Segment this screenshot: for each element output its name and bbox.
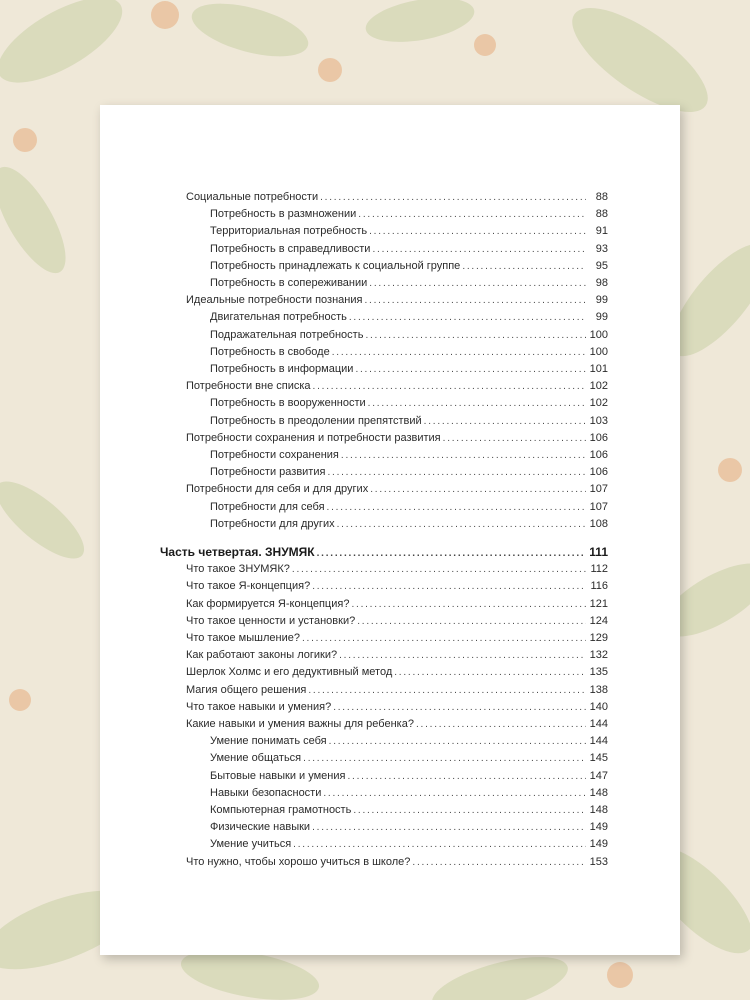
toc-entry	[210, 516, 608, 533]
toc-page-number: 88	[595, 208, 608, 221]
toc-entry	[210, 344, 608, 361]
toc-page-number: 99	[595, 294, 608, 307]
toc-page-number: 107	[589, 500, 608, 513]
dot-leader	[370, 481, 586, 498]
toc-page-number: 144	[589, 718, 608, 730]
toc-entry-title: Потребность в размножении	[210, 208, 357, 221]
toc-entry	[186, 430, 608, 447]
toc-entry	[210, 327, 608, 344]
dot-leader	[369, 275, 586, 292]
toc-page-number: 153	[589, 855, 608, 868]
toc-page-number: 147	[589, 769, 608, 782]
toc-entry-title: Двигательная потребность	[210, 311, 347, 324]
toc-page-number: 88	[595, 191, 608, 203]
toc-entry	[186, 854, 608, 871]
toc-entry-title: Магия общего решения	[186, 683, 307, 696]
toc-entry	[186, 682, 608, 699]
toc-page-number: 121	[589, 597, 608, 610]
toc-entry-title: Умение общаться	[210, 752, 302, 765]
toc-entry	[186, 664, 608, 681]
toc-entry	[210, 768, 608, 785]
toc-entry	[186, 378, 608, 395]
dot-leader	[416, 716, 586, 733]
toc-entry-title: Что нужно, чтобы хорошо учиться в школе?	[186, 855, 411, 868]
toc-entry	[210, 464, 608, 481]
dot-leader	[394, 664, 586, 681]
toc-entry	[210, 395, 608, 412]
toc-entry	[210, 836, 608, 853]
toc-entry	[186, 596, 608, 613]
toc-entry	[186, 292, 608, 309]
dot-leader	[317, 545, 586, 562]
toc-entry-title: Социальные потребности	[186, 191, 319, 203]
toc-page-number: 111	[589, 545, 608, 559]
toc-page-number: 93	[595, 242, 608, 255]
toc-entry-title: Потребности вне списка	[186, 380, 311, 393]
toc-page-number: 106	[589, 466, 608, 479]
toc-page-number: 107	[589, 483, 608, 496]
toc-page-number: 129	[589, 632, 608, 644]
toc-entry-title: Как формируется Я-концепция?	[186, 597, 350, 610]
toc-entry-title: Подражательная потребность	[210, 328, 364, 341]
dot-leader	[292, 561, 586, 578]
dot-leader	[333, 699, 586, 716]
toc-entry	[210, 223, 608, 240]
dot-leader	[353, 802, 586, 819]
toc-page-number: 140	[589, 700, 608, 713]
dot-leader	[320, 189, 586, 206]
dot-leader	[308, 682, 586, 699]
toc-page-number: 148	[589, 786, 608, 799]
toc-page-number: 112	[590, 563, 608, 576]
toc-entry	[186, 578, 608, 595]
toc-entry	[186, 630, 608, 647]
toc-entry	[210, 275, 608, 292]
toc-entry-title: Потребности для себя и для других	[186, 483, 369, 496]
toc-entry	[210, 206, 608, 223]
dot-leader	[351, 596, 586, 613]
toc-entry-title: Умение учиться	[210, 838, 292, 851]
toc-entry-title: Физические навыки	[210, 821, 311, 834]
toc-entry	[210, 750, 608, 767]
dot-leader	[293, 836, 586, 853]
toc-entry-title: Потребность в вооруженности	[210, 397, 366, 410]
toc-entry-title: Что такое ценности и установки?	[186, 614, 356, 627]
dot-leader	[327, 499, 586, 516]
toc-entry-title: Часть четвертая. ЗНУМЯК	[160, 545, 315, 559]
dot-leader	[443, 430, 586, 447]
toc-page-number: 103	[589, 414, 608, 427]
toc-entry-title: Потребность в сопереживании	[210, 277, 368, 289]
toc-entry-title: Потребности сохранения	[210, 449, 339, 461]
dot-leader	[327, 464, 586, 481]
toc-entry	[210, 258, 608, 275]
toc-page-number: 102	[589, 380, 608, 393]
toc-entry	[210, 241, 608, 258]
toc-page-number: 149	[589, 838, 608, 851]
toc-entry	[186, 561, 608, 578]
toc-page-number: 149	[589, 821, 608, 834]
dot-leader	[358, 206, 586, 223]
dot-leader	[337, 516, 586, 533]
dot-leader	[302, 630, 586, 647]
toc-page-number: 101	[589, 363, 608, 375]
dot-leader	[347, 768, 586, 785]
toc-page-number: 116	[590, 580, 608, 593]
toc-entry	[210, 785, 608, 802]
dot-leader	[369, 223, 586, 240]
dot-leader	[329, 733, 586, 750]
toc-entry	[210, 499, 608, 516]
toc-page-number: 132	[589, 649, 608, 662]
dot-leader	[312, 578, 586, 595]
toc-page-number: 98	[595, 277, 608, 289]
toc-page-number: 144	[589, 735, 608, 748]
toc-page-number: 138	[589, 683, 608, 696]
toc-page-number: 108	[589, 517, 608, 530]
toc-page-number: 100	[589, 328, 608, 341]
toc-entry	[186, 647, 608, 664]
dot-leader	[364, 292, 586, 309]
toc-entry-title: Умение понимать себя	[210, 735, 327, 748]
toc-entry-title: Потребность в информации	[210, 363, 354, 375]
toc-entry	[210, 733, 608, 750]
toc-entry-title: Шерлок Холмс и его дедуктивный метод	[186, 666, 393, 679]
toc-entry	[186, 699, 608, 716]
toc-entry	[210, 802, 608, 819]
toc-entry-title: Компьютерная грамотность	[210, 804, 352, 816]
toc-part-heading	[160, 544, 608, 561]
dot-leader	[368, 395, 586, 412]
toc-entry	[210, 819, 608, 836]
dot-leader	[462, 258, 586, 275]
toc-entry	[186, 613, 608, 630]
toc-page-number: 145	[589, 752, 608, 765]
toc-entry-title: Потребности развития	[210, 466, 326, 479]
toc-page-number: 135	[589, 666, 608, 679]
toc-entry-title: Потребность в свободе	[210, 345, 330, 358]
book-page	[100, 105, 680, 955]
toc-entry-title: Что такое мышление?	[186, 632, 300, 644]
toc-page-number: 106	[589, 431, 608, 444]
dot-leader	[412, 854, 586, 871]
toc-entry-title: Потребность в справедливости	[210, 242, 371, 255]
dot-leader	[323, 785, 586, 802]
toc-page-number: 148	[589, 804, 608, 816]
toc-entry-title: Идеальные потребности познания	[186, 294, 363, 307]
dot-leader	[313, 378, 586, 395]
dot-leader	[339, 647, 586, 664]
toc-entry-title: Потребности для других	[210, 517, 335, 530]
toc-entry	[186, 189, 608, 206]
toc-entry-title: Что такое ЗНУМЯК?	[186, 563, 290, 576]
dot-leader	[365, 327, 586, 344]
toc-entry-title: Какие навыки и умения важны для ребенка?	[186, 718, 414, 730]
toc-page-number: 91	[595, 225, 608, 238]
toc-entry-title: Что такое навыки и умения?	[186, 700, 332, 713]
dot-leader	[312, 819, 586, 836]
dot-leader	[357, 613, 586, 630]
toc-entry-title: Потребности для себя	[210, 500, 325, 513]
toc-entry	[210, 309, 608, 326]
dot-leader	[372, 241, 586, 258]
dot-leader	[349, 309, 586, 326]
toc-entry-title: Потребности сохранения и потребности развития	[186, 431, 441, 444]
toc-entry-title: Территориальная потребность	[210, 225, 368, 238]
toc-entry	[210, 361, 608, 378]
toc-entry-title: Потребность принадлежать к социальной группе	[210, 259, 461, 272]
dot-leader	[332, 344, 586, 361]
dot-leader	[341, 447, 586, 464]
toc-page-number: 106	[589, 449, 608, 461]
toc-entry-title: Бытовые навыки и умения	[210, 769, 346, 782]
toc-page-number: 100	[589, 345, 608, 358]
toc-page-number: 102	[589, 397, 608, 410]
toc-entry	[210, 447, 608, 464]
toc-entry	[186, 716, 608, 733]
toc-page-number: 95	[595, 259, 608, 272]
toc-entry	[186, 481, 608, 498]
toc-page-number: 124	[589, 614, 608, 627]
toc-entry	[210, 413, 608, 430]
toc-entry-title: Потребность в преодолении препятствий	[210, 414, 422, 427]
dot-leader	[355, 361, 586, 378]
toc-entry-title: Навыки безопасности	[210, 786, 322, 799]
toc-entry-title: Что такое Я-концепция?	[186, 580, 311, 593]
dot-leader	[303, 750, 586, 767]
toc-entry-title: Как работают законы логики?	[186, 649, 338, 662]
toc-page-number: 99	[595, 311, 608, 324]
dot-leader	[424, 413, 586, 430]
